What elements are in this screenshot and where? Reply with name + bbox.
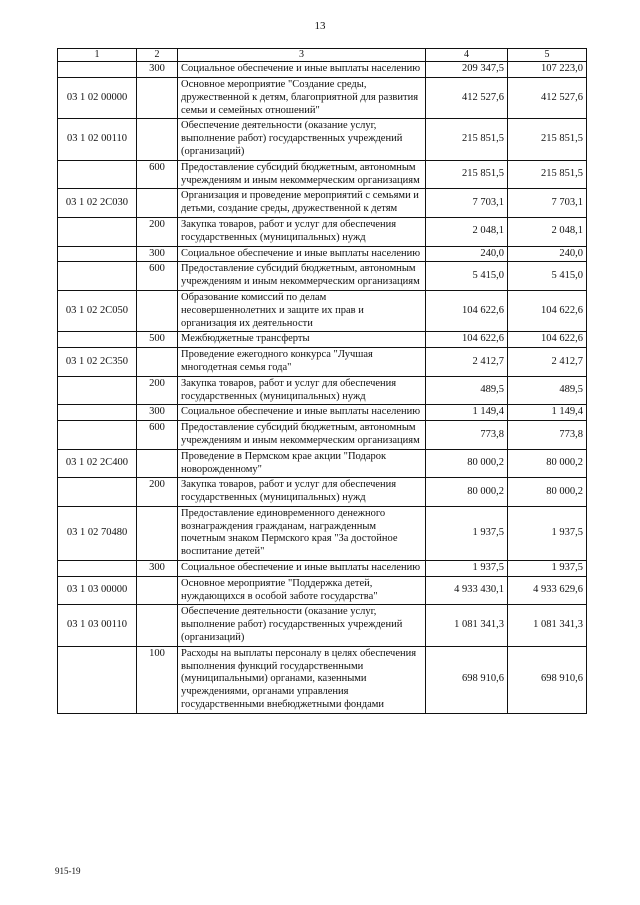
amount-year-1-cell: 240,0	[426, 246, 508, 262]
target-code-cell: 03 1 03 00110	[58, 605, 137, 646]
amount-year-2-cell: 215 851,5	[508, 160, 587, 189]
amount-year-1-cell: 104 622,6	[426, 290, 508, 331]
amount-year-2-cell: 1 937,5	[508, 506, 587, 560]
amount-year-2-cell: 240,0	[508, 246, 587, 262]
table-row	[58, 376, 587, 405]
page-number: 13	[314, 20, 326, 32]
expense-type-cell: 100	[137, 646, 178, 713]
expense-type-cell: 300	[137, 62, 178, 78]
amount-year-1-cell: 80 000,2	[426, 478, 508, 507]
amount-year-2-cell: 1 149,4	[508, 405, 587, 421]
target-code-cell	[58, 160, 137, 189]
amount-year-1-cell: 80 000,2	[426, 449, 508, 478]
amount-year-2-cell: 4 933 629,6	[508, 576, 587, 605]
expense-type-cell: 200	[137, 478, 178, 507]
amount-year-2-cell: 412 527,6	[508, 77, 587, 118]
expense-type-cell	[137, 449, 178, 478]
expense-type-cell: 300	[137, 561, 178, 577]
table-body	[58, 62, 587, 714]
amount-year-1-cell: 2 412,7	[426, 348, 508, 377]
table-row	[58, 421, 587, 450]
expense-type-cell	[137, 576, 178, 605]
amount-year-2-cell: 80 000,2	[508, 449, 587, 478]
item-name-cell: Предоставление субсидий бюджетным, автономным учреждениям и иным некоммерческим организациям	[178, 160, 426, 189]
amount-year-2-cell: 773,8	[508, 421, 587, 450]
table-row	[58, 561, 587, 577]
header-col-4: 4	[426, 49, 508, 62]
budget-table	[57, 48, 587, 714]
table-row	[58, 290, 587, 331]
item-name-cell: Закупка товаров, работ и услуг для обеспечения государственных (муниципальных) нужд	[178, 217, 426, 246]
table-row	[58, 62, 587, 78]
amount-year-2-cell: 1 081 341,3	[508, 605, 587, 646]
expense-type-cell	[137, 605, 178, 646]
item-name-cell: Обеспечение деятельности (оказание услуг, выполнение работ) государственных учреждений (организаций)	[178, 119, 426, 160]
table-row	[58, 77, 587, 118]
item-name-cell: Межбюджетные трансферты	[178, 332, 426, 348]
item-name-cell: Социальное обеспечение и иные выплаты населению	[178, 405, 426, 421]
item-name-cell: Закупка товаров, работ и услуг для обеспечения государственных (муниципальных) нужд	[178, 478, 426, 507]
amount-year-2-cell: 7 703,1	[508, 189, 587, 218]
table-header-row	[58, 49, 587, 62]
expense-type-cell: 300	[137, 246, 178, 262]
item-name-cell: Обеспечение деятельности (оказание услуг, выполнение работ) государственных учреждений (организаций)	[178, 605, 426, 646]
amount-year-1-cell: 773,8	[426, 421, 508, 450]
target-code-cell: 03 1 02 2С030	[58, 189, 137, 218]
amount-year-1-cell: 412 527,6	[426, 77, 508, 118]
item-name-cell: Основное мероприятие "Поддержка детей, нуждающихся в особой заботе государства"	[178, 576, 426, 605]
amount-year-2-cell: 215 851,5	[508, 119, 587, 160]
target-code-cell: 03 1 03 00000	[58, 576, 137, 605]
table-row	[58, 506, 587, 560]
amount-year-2-cell: 5 415,0	[508, 262, 587, 291]
target-code-cell	[58, 246, 137, 262]
item-name-cell: Основное мероприятие "Создание среды, дружественной к детям, благоприятной для развития семьи и семейных отношений"	[178, 77, 426, 118]
item-name-cell: Социальное обеспечение и иные выплаты населению	[178, 62, 426, 78]
amount-year-2-cell: 698 910,6	[508, 646, 587, 713]
header-col-2: 2	[137, 49, 178, 62]
expense-type-cell	[137, 119, 178, 160]
target-code-cell	[58, 332, 137, 348]
item-name-cell: Организация и проведение мероприятий с семьями и детьми, создание среды, дружественной к детям	[178, 189, 426, 218]
table-row	[58, 348, 587, 377]
amount-year-2-cell: 2 412,7	[508, 348, 587, 377]
expense-type-cell: 200	[137, 217, 178, 246]
item-name-cell: Социальное обеспечение и иные выплаты населению	[178, 561, 426, 577]
table-row	[58, 332, 587, 348]
table-row	[58, 646, 587, 713]
target-code-cell: 03 1 02 2С050	[58, 290, 137, 331]
table-row	[58, 449, 587, 478]
target-code-cell	[58, 376, 137, 405]
amount-year-1-cell: 215 851,5	[426, 160, 508, 189]
amount-year-1-cell: 489,5	[426, 376, 508, 405]
amount-year-1-cell: 1 149,4	[426, 405, 508, 421]
amount-year-2-cell: 2 048,1	[508, 217, 587, 246]
table-row	[58, 605, 587, 646]
target-code-cell	[58, 421, 137, 450]
footer-code: 915-19	[55, 866, 81, 876]
header-col-3: 3	[178, 49, 426, 62]
target-code-cell	[58, 646, 137, 713]
table-row	[58, 576, 587, 605]
target-code-cell: 03 1 02 2С400	[58, 449, 137, 478]
amount-year-1-cell: 5 415,0	[426, 262, 508, 291]
amount-year-2-cell: 104 622,6	[508, 290, 587, 331]
expense-type-cell: 300	[137, 405, 178, 421]
amount-year-1-cell: 104 622,6	[426, 332, 508, 348]
amount-year-1-cell: 1 937,5	[426, 506, 508, 560]
table-row	[58, 246, 587, 262]
item-name-cell: Закупка товаров, работ и услуг для обеспечения государственных (муниципальных) нужд	[178, 376, 426, 405]
target-code-cell	[58, 405, 137, 421]
expense-type-cell	[137, 348, 178, 377]
table-row	[58, 119, 587, 160]
expense-type-cell: 600	[137, 262, 178, 291]
amount-year-1-cell: 4 933 430,1	[426, 576, 508, 605]
target-code-cell	[58, 561, 137, 577]
item-name-cell: Проведение в Пермском крае акции "Подарок новорожденному"	[178, 449, 426, 478]
target-code-cell: 03 1 02 00000	[58, 77, 137, 118]
target-code-cell	[58, 478, 137, 507]
amount-year-1-cell: 7 703,1	[426, 189, 508, 218]
amount-year-1-cell: 215 851,5	[426, 119, 508, 160]
amount-year-1-cell: 209 347,5	[426, 62, 508, 78]
amount-year-1-cell: 2 048,1	[426, 217, 508, 246]
amount-year-2-cell: 80 000,2	[508, 478, 587, 507]
table-row	[58, 217, 587, 246]
amount-year-2-cell: 489,5	[508, 376, 587, 405]
table-row	[58, 478, 587, 507]
expense-type-cell: 500	[137, 332, 178, 348]
item-name-cell: Социальное обеспечение и иные выплаты населению	[178, 246, 426, 262]
expense-type-cell	[137, 506, 178, 560]
expense-type-cell	[137, 290, 178, 331]
table-row	[58, 160, 587, 189]
target-code-cell	[58, 62, 137, 78]
expense-type-cell: 600	[137, 421, 178, 450]
expense-type-cell: 200	[137, 376, 178, 405]
expense-type-cell	[137, 77, 178, 118]
amount-year-1-cell: 698 910,6	[426, 646, 508, 713]
item-name-cell: Расходы на выплаты персоналу в целях обеспечения выполнения функций государственными (муниципальными) органами, казенными учреждениями, органами управления государственными внебюджетными фондами	[178, 646, 426, 713]
amount-year-2-cell: 104 622,6	[508, 332, 587, 348]
item-name-cell: Проведение ежегодного конкурса "Лучшая многодетная семья года"	[178, 348, 426, 377]
item-name-cell: Предоставление субсидий бюджетным, автономным учреждениям и иным некоммерческим организациям	[178, 421, 426, 450]
amount-year-1-cell: 1 937,5	[426, 561, 508, 577]
table-row	[58, 189, 587, 218]
amount-year-1-cell: 1 081 341,3	[426, 605, 508, 646]
expense-type-cell	[137, 189, 178, 218]
amount-year-2-cell: 1 937,5	[508, 561, 587, 577]
expense-type-cell: 600	[137, 160, 178, 189]
target-code-cell: 03 1 02 00110	[58, 119, 137, 160]
target-code-cell	[58, 217, 137, 246]
target-code-cell: 03 1 02 2С350	[58, 348, 137, 377]
table-row	[58, 262, 587, 291]
item-name-cell: Предоставление единовременного денежного вознаграждения гражданам, награжденным почетным знаком Пермского края "За достойное воспитание детей"	[178, 506, 426, 560]
item-name-cell: Предоставление субсидий бюджетным, автономным учреждениям и иным некоммерческим организациям	[178, 262, 426, 291]
table-row	[58, 405, 587, 421]
amount-year-2-cell: 107 223,0	[508, 62, 587, 78]
item-name-cell: Образование комиссий по делам несовершеннолетних и защите их прав и организация их деятельности	[178, 290, 426, 331]
target-code-cell	[58, 262, 137, 291]
target-code-cell: 03 1 02 70480	[58, 506, 137, 560]
header-col-5: 5	[508, 49, 587, 62]
header-col-1: 1	[58, 49, 137, 62]
